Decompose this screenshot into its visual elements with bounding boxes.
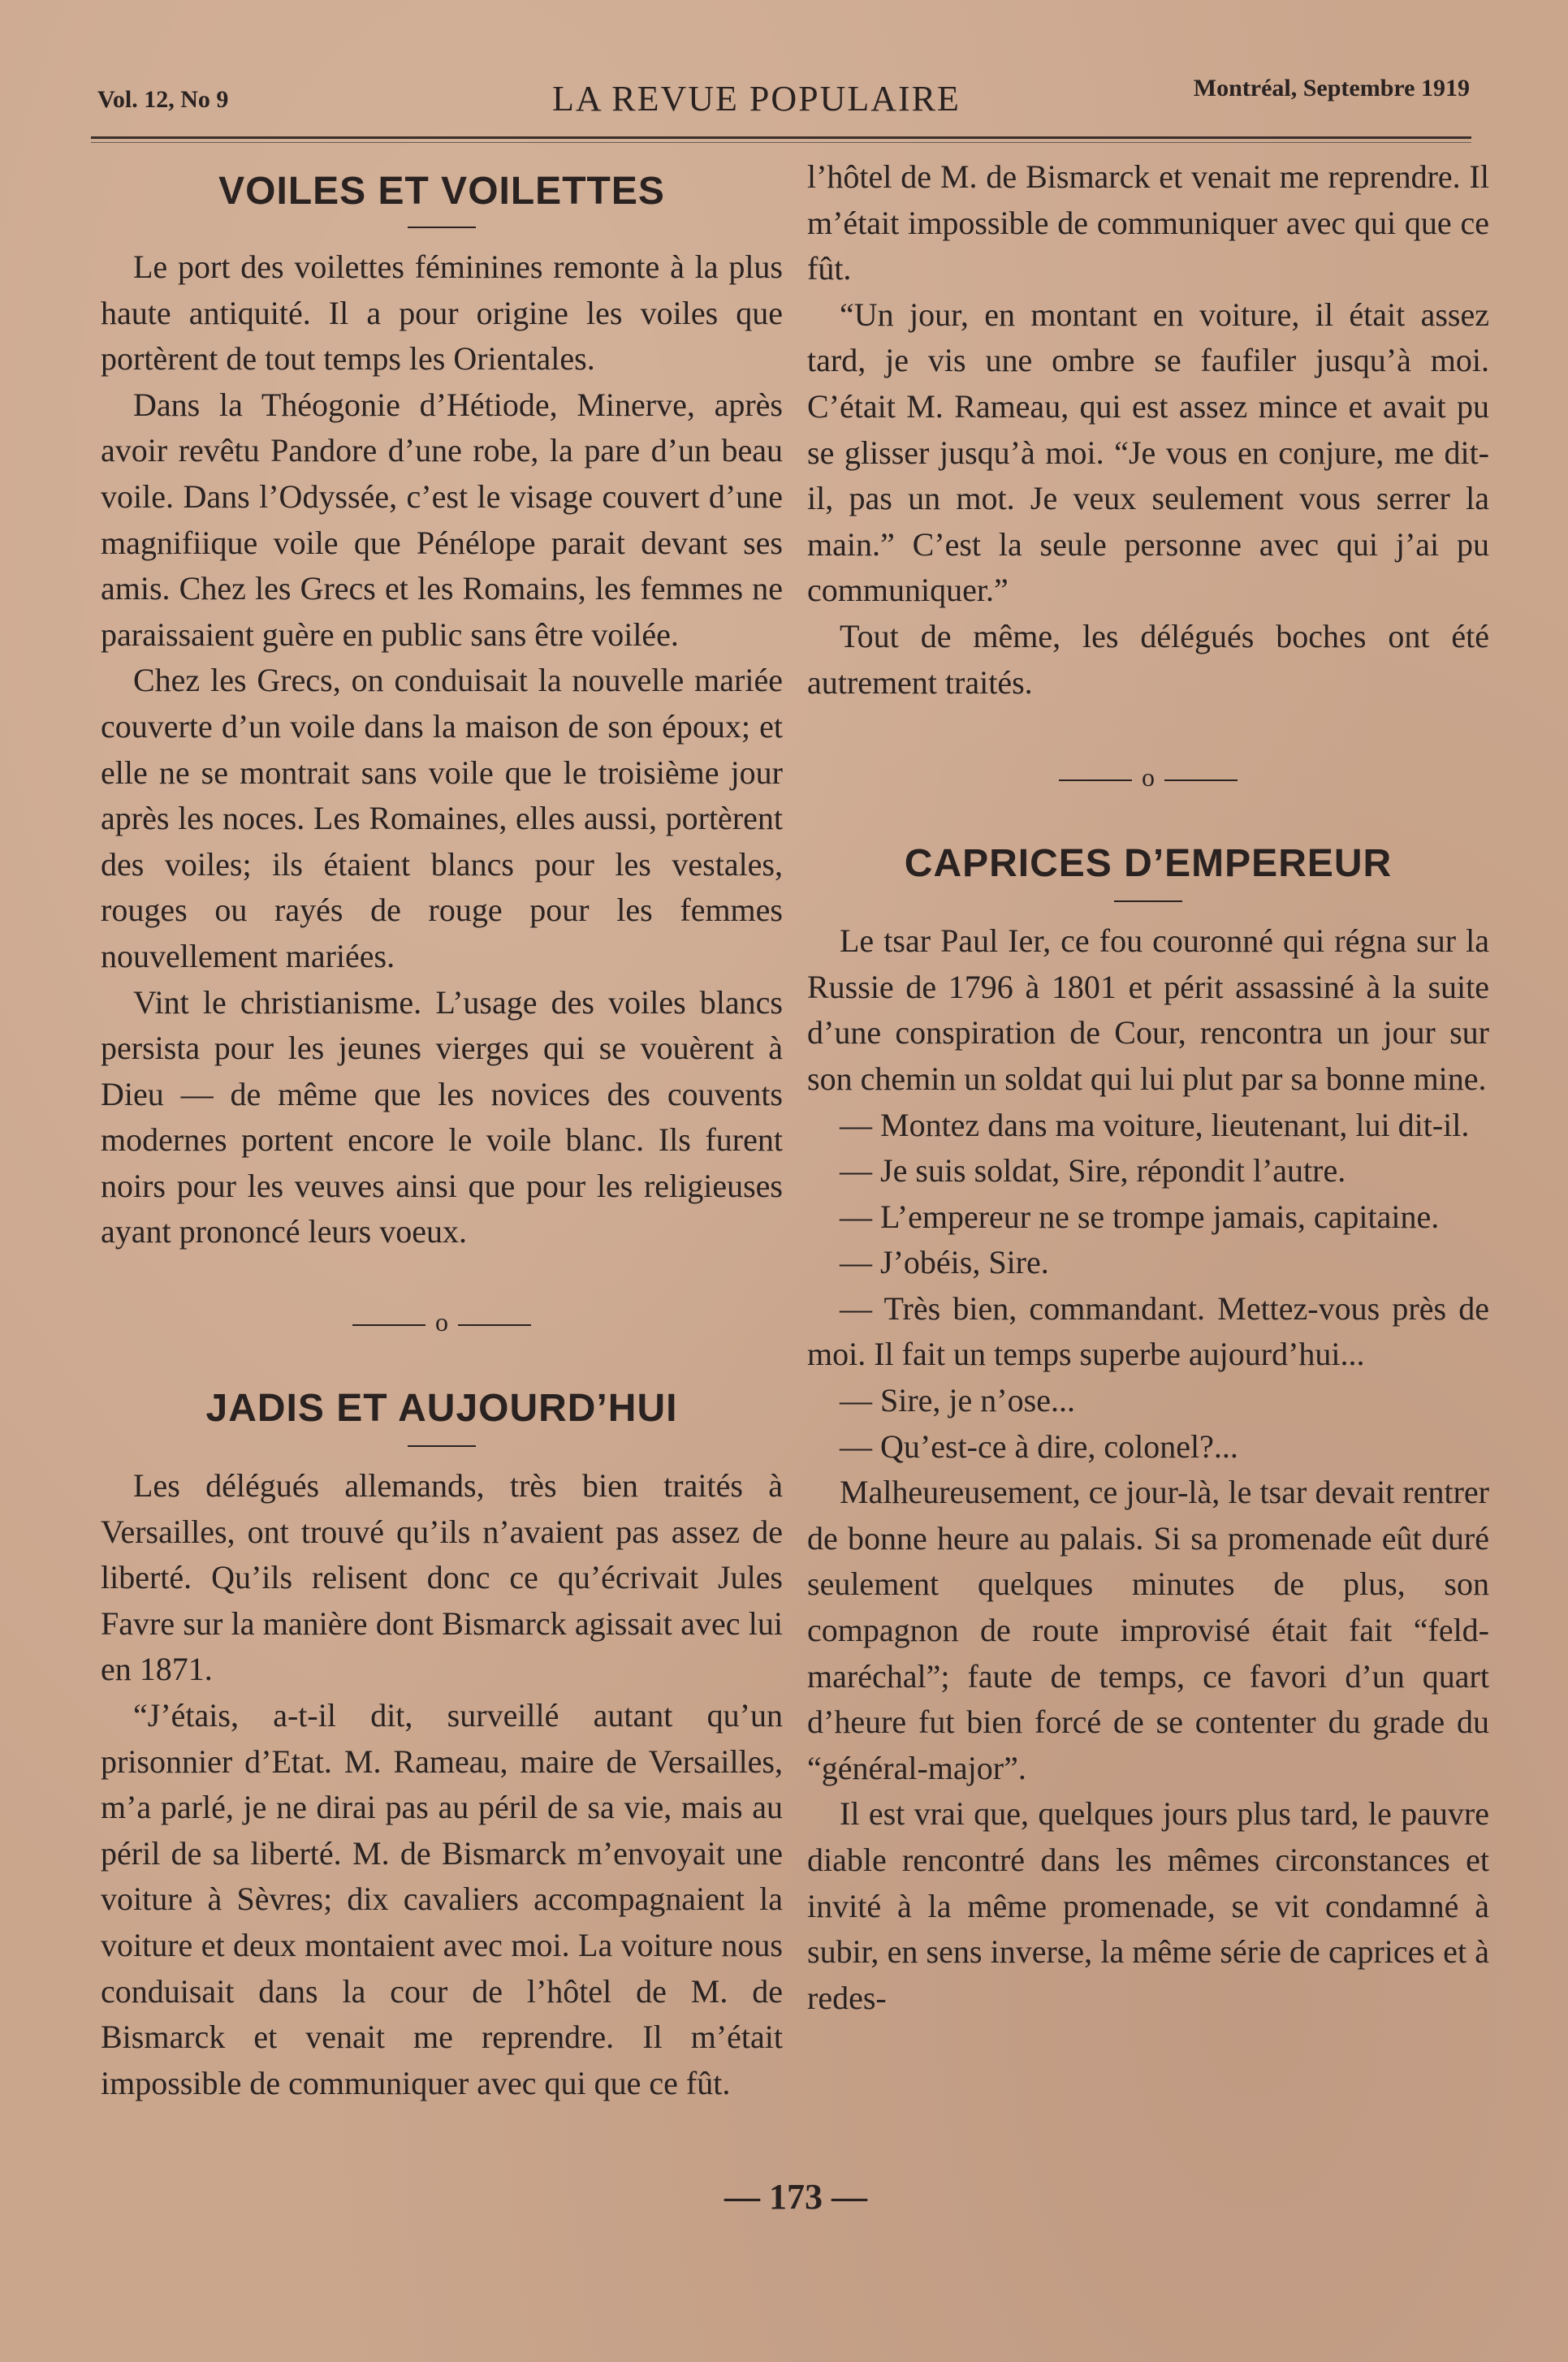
dialogue-line: — J’obéis, Sire. <box>840 1244 1049 1281</box>
paragraph: Les délégués allemands, très bien traités à Versailles, ont trouvé qu’ils n’avaient pas assez de liberté. Qu’ils relisent donc ce qu’écrivait Jules Favre sur la manière dont Bismarck agissait avec lui en 1871. <box>101 1467 783 1688</box>
running-header <box>97 75 1470 123</box>
paragraph: “J’étais, a-t-il dit, surveillé autant qu’un prisonnier d’Etat. M. Rameau, maire de Versailles, m’a parlé, je ne dirai pas au péril de sa vie, mais au péril de sa liberté. M. de Bismarck m’envoyait une voiture à Sèvres; dix cavaliers accompagnaient la voiture et deux montaient avec moi. La voiture nous conduisait dans la cour de l’hôtel de M. de Bismarck et venait me reprendre. Il m’était impossible de communiquer avec qui que ce fût. <box>101 1697 783 2101</box>
paragraph: Le port des voilettes féminines remonte à la plus haute antiquité. Il a pour origine les voiles que portèrent de tout temps les Orientales. <box>101 248 783 378</box>
dialogue-line: — Qu’est-ce à dire, colonel?... <box>840 1427 1238 1465</box>
paragraph: Chez les Grecs, on conduisait la nouvelle mariée couverte d’un voile dans la maison de son époux; et elle ne se montrait sans voile que le troisième jour après les noces. Les Romaines, elles aussi, portèrent des voiles; ils étaient blancs pour les vestales, rouges ou rayés de rouge pour les femmes nouvellement mariées. <box>101 662 783 974</box>
section-separator <box>101 1307 783 1337</box>
place-date: Montréal, Septembre 1919 <box>1193 75 1470 101</box>
section-separator <box>807 762 1489 792</box>
separator-dash <box>1164 779 1238 781</box>
paragraph: Tout de même, les délégués boches ont été autrement traités. <box>807 617 1489 701</box>
separator-mark: o <box>435 1307 448 1337</box>
separator-mark: o <box>1142 762 1155 792</box>
article-title-jadis: JADIS ET AUJOURD’HUI <box>205 1387 678 1431</box>
article-title-voiles: VOILES ET VOILETTES <box>218 170 665 213</box>
paragraph-continued: l’hôtel de M. de Bismarck et venait me reprendre. Il m’était impossible de communiquer avec qui que ce fût. <box>807 158 1489 287</box>
header-rule-thin <box>91 142 1471 143</box>
separator-dash <box>458 1324 531 1326</box>
right-column <box>807 154 1489 2021</box>
publication-title: LA REVUE POPULAIRE <box>552 79 961 119</box>
article-title-caprices: CAPRICES D’EMPEREUR <box>904 842 1393 886</box>
dialogue-line: — L’empereur ne se trompe jamais, capitaine. <box>840 1198 1440 1235</box>
dialogue-line: — Très bien, commandant. Mettez-vous près de moi. Il fait un temps superbe aujourd’hui... <box>807 1289 1489 1373</box>
paragraph: “Un jour, en montant en voiture, il était assez tard, je vis une ombre se faufiler jusqu’à moi. C’était M. Rameau, qui est assez mince et avait pu se glisser jusqu’à moi. “Je vous en conjure, me dit-il, pas un mot. Je veux seulement vous serrer la main.” C’est la seule personne avec qui j’ai pu communiquer.” <box>807 296 1489 609</box>
left-column <box>101 154 783 2101</box>
separator-dash <box>1059 779 1132 781</box>
dialogue-line: — Montez dans ma voiture, lieutenant, lui dit-il. <box>840 1106 1470 1143</box>
dialogue-line: — Je suis soldat, Sire, répondit l’autre. <box>840 1152 1346 1190</box>
paragraph: Le tsar Paul Ier, ce fou couronné qui régna sur la Russie de 1796 à 1801 et périt assassiné à la suite d’une conspiration de Cour, rencontra un jour sur son chemin un soldat qui lui plut par sa bonne mine. <box>807 922 1489 1097</box>
separator-dash <box>352 1324 425 1326</box>
volume-number: Vol. 12, No 9 <box>97 86 229 113</box>
header-rule <box>91 136 1471 139</box>
paragraph: Vint le christianisme. L’usage des voiles blancs persista pour les jeunes vierges qui se vouèrent à Dieu — de même que les novices des couvents modernes portent encore le voile blanc. Ils furent noirs pour les veuves ainsi que pour les religieuses ayant prononcé leurs voeux. <box>101 983 783 1250</box>
paragraph: Il est vrai que, quelques jours plus tard, le pauvre diable rencontré dans les mêmes circonstances et invité à la même promenade, se vit condamné à subir, en sens inverse, la même série de caprices et à redes- <box>807 1795 1489 2016</box>
page-number: — 173 — <box>724 2177 867 2217</box>
dialogue-line: — Sire, je n’ose... <box>840 1382 1075 1419</box>
paragraph: Dans la Théogonie d’Hétiode, Minerve, après avoir revêtu Pandore d’une robe, la pare d’un beau voile. Dans l’Odyssée, c’est le visage couvert d’une magnifiique voile que Pénélope parait devant ses amis. Chez les Grecs et les Romains, les femmes ne paraissaient guère en public sans être voilée. <box>101 386 783 653</box>
paragraph: Malheureusement, ce jour-là, le tsar devait rentrer de bonne heure au palais. Si sa promenade eût duré seulement quelques minutes de plus, son compagnon de route improvisé était fait “feld-maréchal”; faute de temps, ce favori d’un quart d’heure fut bien forcé de se contenter du grade du “général-major”. <box>807 1474 1489 1786</box>
